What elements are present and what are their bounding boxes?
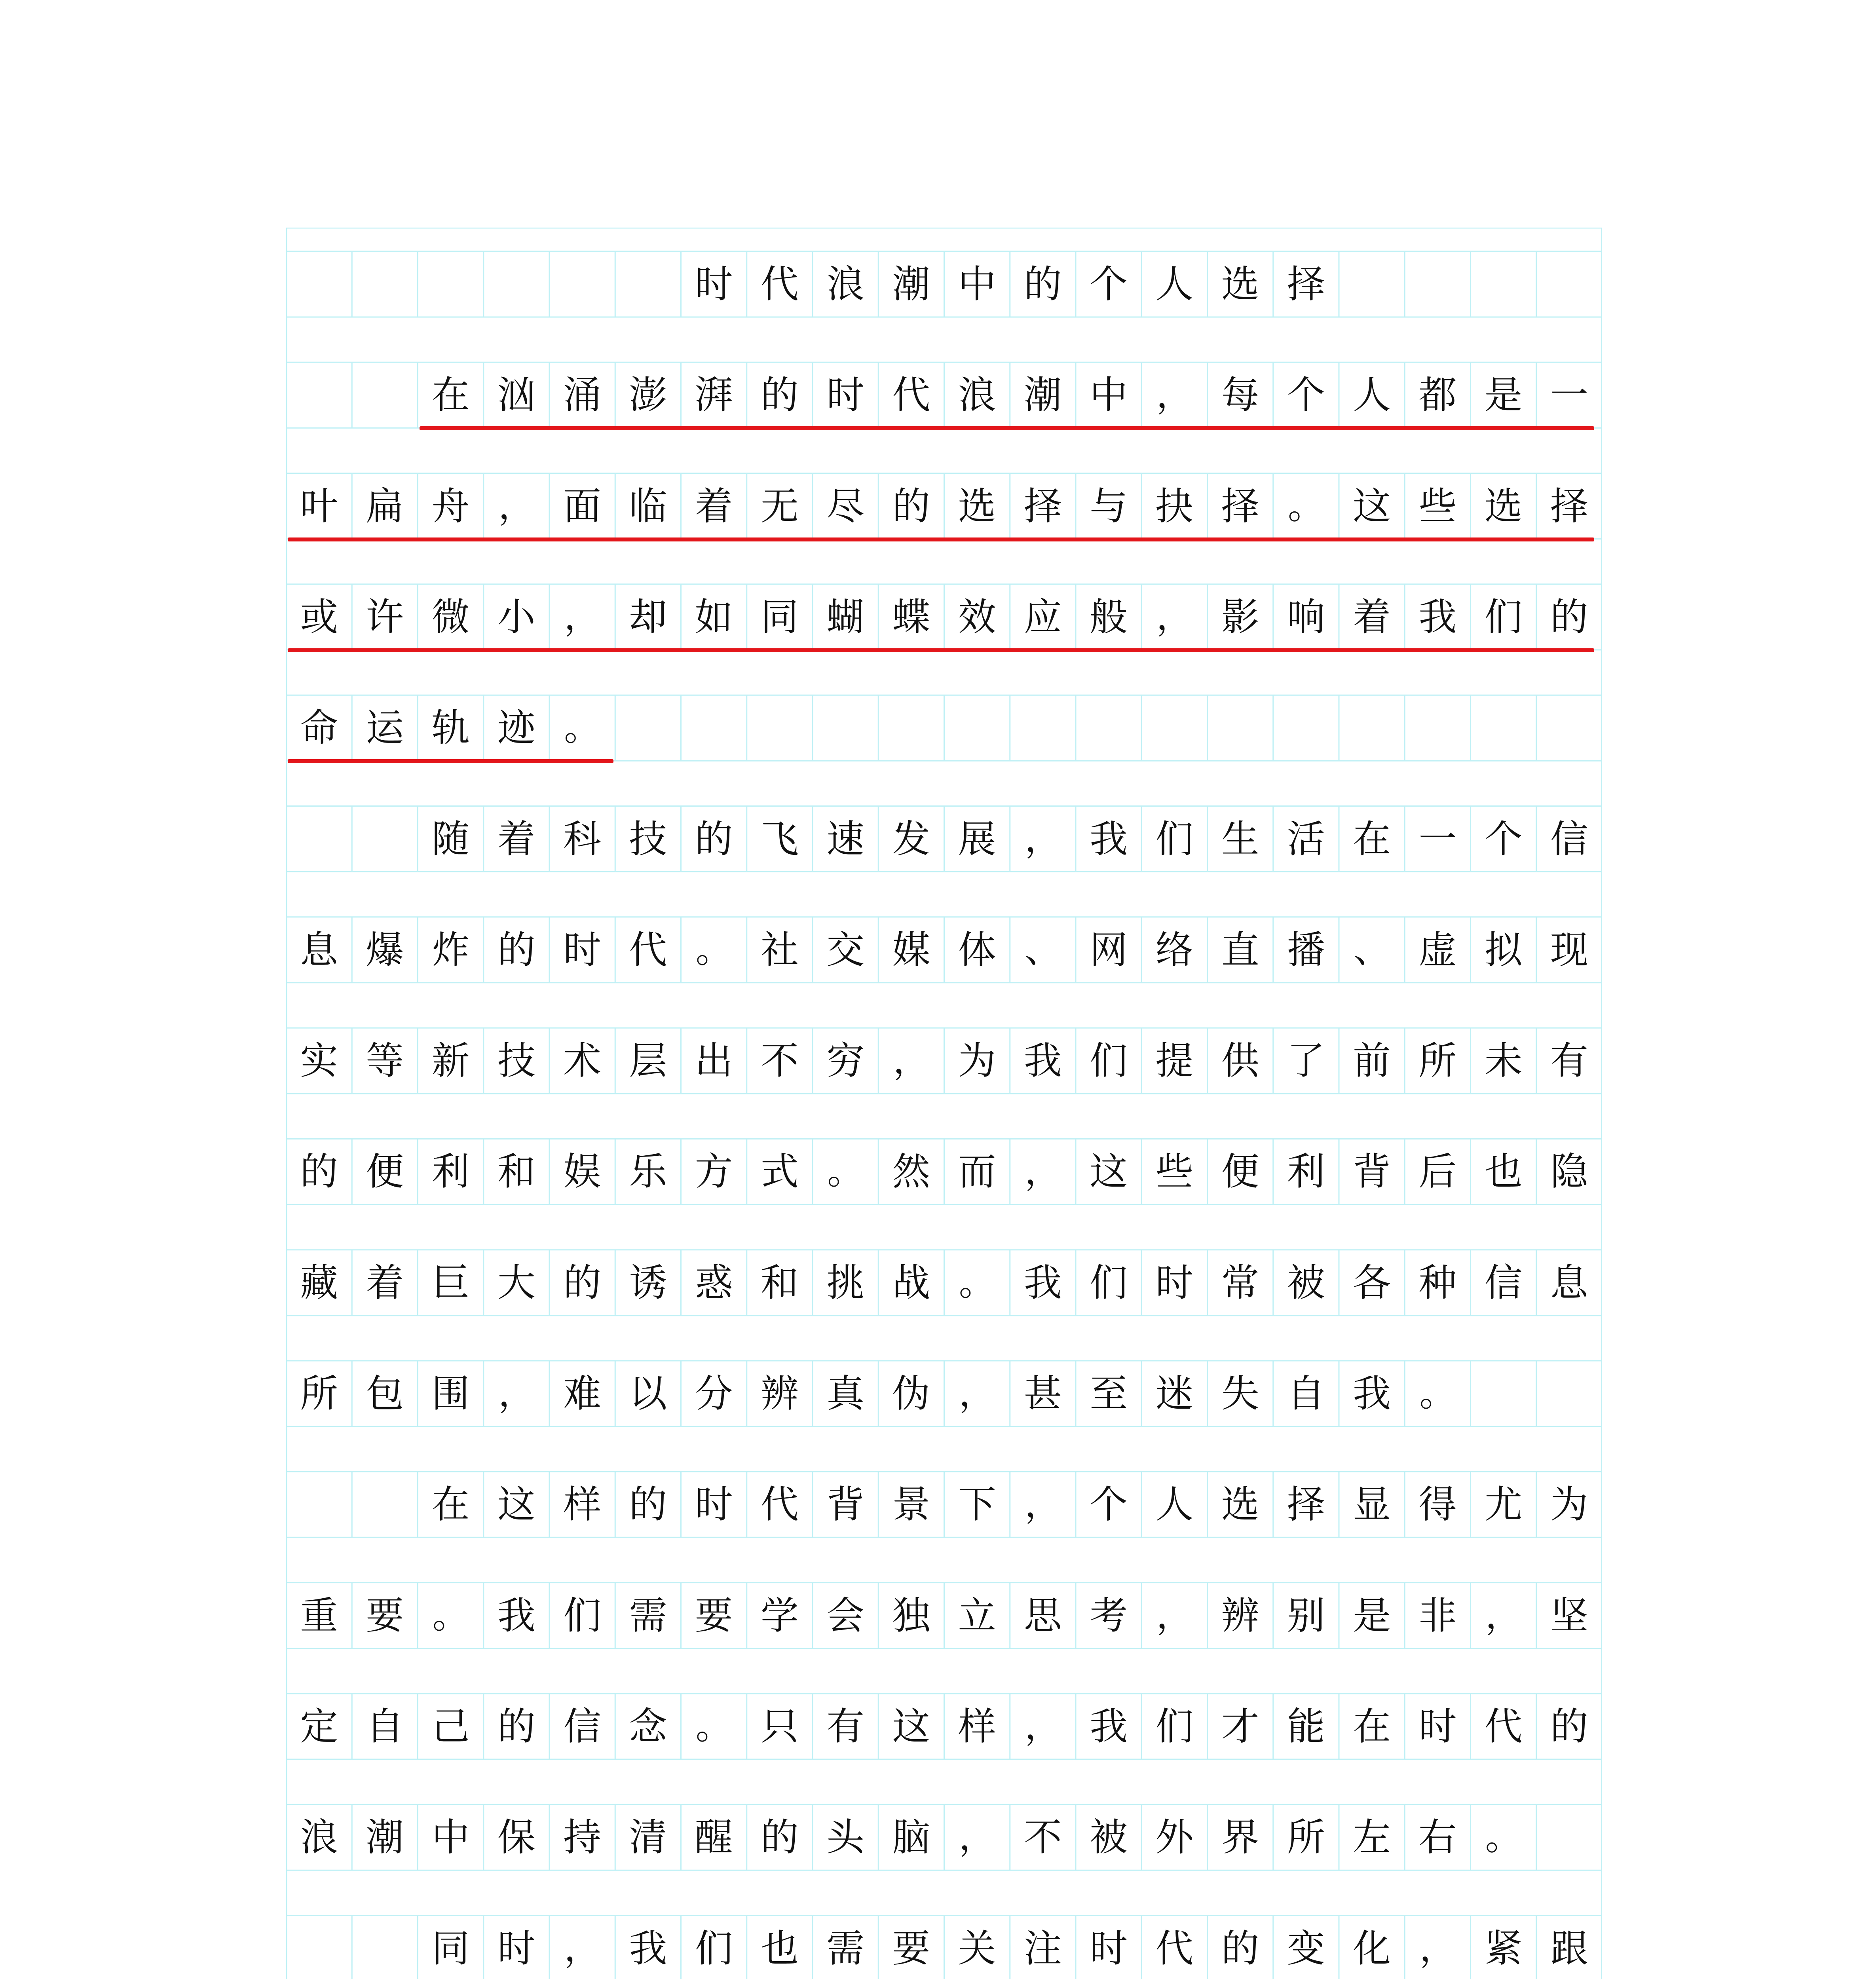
title-char: 时 (695, 262, 733, 306)
paragraph-1-char: 选 (958, 484, 996, 528)
paragraph-3-char: 代 (760, 1482, 799, 1527)
paragraph-2-char: 们 (1090, 1039, 1128, 1083)
paragraph-3-char: 被 (1090, 1815, 1128, 1860)
paragraph-2-char: 隐 (1550, 1149, 1588, 1194)
paragraph-2-char: 便 (366, 1149, 404, 1194)
paragraph-1-char: 着 (1353, 594, 1391, 639)
paragraph-3-char: 自 (366, 1704, 404, 1749)
paragraph-4-char: 我 (629, 1926, 667, 1971)
paragraph-1-char: 中 (1090, 373, 1128, 418)
paragraph-3-char: 时 (1418, 1704, 1457, 1749)
paragraph-3-char: 潮 (366, 1815, 404, 1860)
paragraph-2-char: 然 (892, 1149, 930, 1194)
paragraph-2-char: ， (1024, 817, 1061, 860)
paragraph-2-char: 伪 (892, 1371, 930, 1416)
paragraph-1-char: 澎 (629, 373, 667, 418)
paragraph-2-char: 展 (958, 817, 996, 861)
paragraph-3-char: 醒 (695, 1815, 733, 1860)
paragraph-1-char: 影 (1221, 594, 1259, 639)
paragraph-2-char: 播 (1287, 927, 1325, 972)
paragraph-3-char: 重 (300, 1593, 338, 1638)
paragraph-3-char: 们 (563, 1593, 602, 1638)
paragraph-2-char: 着 (366, 1260, 404, 1305)
paragraph-2-char: 拟 (1484, 927, 1523, 972)
paragraph-2-char: 。 (827, 1150, 864, 1193)
paragraph-2-char: 生 (1221, 817, 1259, 861)
paragraph-3-char: 左 (1353, 1815, 1391, 1860)
paragraph-2-char: 迷 (1155, 1371, 1194, 1416)
paragraph-1-char: 运 (366, 706, 404, 750)
paragraph-1-char: 的 (1550, 594, 1588, 639)
paragraph-3-char: ， (1156, 1594, 1193, 1637)
paragraph-3-char: 中 (431, 1815, 470, 1860)
paragraph-1-char: 湃 (695, 373, 733, 418)
paragraph-2-char: 诱 (629, 1260, 667, 1305)
paragraph-4-char: 需 (826, 1926, 865, 1971)
paragraph-4-char: 关 (958, 1926, 996, 1971)
paragraph-1-char: 迹 (497, 706, 535, 750)
paragraph-2-char: 乐 (629, 1149, 667, 1194)
paragraph-2-char: 了 (1287, 1039, 1325, 1083)
paragraph-2-char: 战 (892, 1260, 930, 1305)
paragraph-2-char: 代 (629, 927, 667, 972)
paragraph-2-char: 围 (431, 1371, 470, 1416)
paragraph-2-char: 大 (497, 1260, 535, 1305)
paragraph-2-char: 信 (1484, 1260, 1523, 1305)
paragraph-2-char: 前 (1353, 1039, 1391, 1083)
paragraph-2-char: 的 (695, 817, 733, 861)
paragraph-2-char: ， (1024, 1150, 1061, 1193)
paragraph-2-char: 我 (1023, 1260, 1062, 1305)
paragraph-2-char: 自 (1287, 1371, 1325, 1416)
paragraph-2-char: 的 (563, 1260, 602, 1305)
paragraph-3-char: 尤 (1484, 1482, 1523, 1527)
paragraph-1-char: 是 (1484, 373, 1523, 418)
paragraph-1-char: 些 (1418, 484, 1457, 528)
title-char: 个 (1090, 262, 1128, 306)
paragraph-3-char: 持 (563, 1815, 602, 1860)
paragraph-4-char: 们 (695, 1926, 733, 1971)
paragraph-1-char: 同 (760, 594, 799, 639)
paragraph-3-char: 我 (497, 1593, 535, 1638)
paragraph-3-char: 考 (1090, 1593, 1128, 1638)
title-char: 择 (1287, 262, 1325, 306)
paragraph-1-char: 这 (1353, 484, 1391, 528)
paragraph-2-char: 炸 (431, 927, 470, 972)
paragraph-3-char: 个 (1090, 1482, 1128, 1527)
paragraph-1-char: 无 (760, 484, 799, 528)
paragraph-3-char: 下 (958, 1482, 996, 1527)
paragraph-1-char: 应 (1023, 594, 1062, 639)
paragraph-2-char: 等 (366, 1039, 404, 1083)
paragraph-1-char: 与 (1090, 484, 1128, 528)
paragraph-3-char: 样 (563, 1482, 602, 1527)
paragraph-2-char: 和 (497, 1149, 535, 1194)
paragraph-1-char: 叶 (300, 484, 338, 528)
paragraph-2-char: 被 (1287, 1260, 1325, 1305)
paragraph-3-char: 浪 (300, 1815, 338, 1860)
paragraph-2-char: 包 (366, 1371, 404, 1416)
paragraph-2-char: 失 (1221, 1371, 1259, 1416)
paragraph-3-char: 们 (1155, 1704, 1194, 1749)
paragraph-2-char: 层 (629, 1039, 667, 1083)
paragraph-1-char: 面 (563, 484, 602, 528)
paragraph-2-char: 方 (695, 1149, 733, 1194)
paragraph-2-char: 、 (1354, 928, 1390, 971)
paragraph-2-char: 所 (300, 1371, 338, 1416)
paragraph-3-char: 所 (1287, 1815, 1325, 1860)
paragraph-4-char: 注 (1023, 1926, 1062, 1971)
paragraph-4-char: 化 (1353, 1926, 1391, 1971)
paragraph-2-char: 一 (1418, 817, 1457, 861)
paragraph-4-char: 跟 (1550, 1926, 1588, 1971)
paragraph-4-char: 紧 (1484, 1926, 1523, 1971)
paragraph-2-char: 络 (1155, 927, 1194, 972)
paragraph-2-char: 些 (1155, 1149, 1194, 1194)
paragraph-2-char: 时 (563, 927, 602, 972)
paragraph-2-char: 穷 (826, 1039, 865, 1083)
paragraph-2-char: 至 (1090, 1371, 1128, 1416)
paragraph-2-char: 实 (300, 1039, 338, 1083)
paragraph-2-char: 发 (892, 817, 930, 861)
paragraph-3-char: 得 (1418, 1482, 1457, 1527)
paragraph-2-char: 挑 (826, 1260, 865, 1305)
paragraph-2-char: 。 (1419, 1372, 1456, 1415)
paragraph-1-char: 涌 (563, 373, 602, 418)
paragraph-2-char: 。 (959, 1261, 995, 1304)
paragraph-1-char: 代 (892, 373, 930, 418)
writing-sheet (286, 228, 1602, 1979)
paragraph-2-char: 常 (1221, 1260, 1259, 1305)
paragraph-1-char: 人 (1353, 373, 1391, 418)
title-char: 的 (1023, 262, 1062, 306)
paragraph-2-char: 活 (1287, 817, 1325, 861)
paragraph-4-char: ， (1419, 1927, 1456, 1970)
paragraph-3-char: ， (959, 1816, 995, 1859)
title-char: 浪 (826, 262, 865, 306)
paragraph-4-char: 的 (1221, 1926, 1259, 1971)
paragraph-3-char: 时 (695, 1482, 733, 1527)
paragraph-2-char: 不 (760, 1039, 799, 1083)
paragraph-3-char: 。 (695, 1705, 732, 1747)
paragraph-1-char: 如 (695, 594, 733, 639)
paragraph-2-char: 爆 (366, 927, 404, 972)
paragraph-3-char: 外 (1155, 1815, 1194, 1860)
paragraph-3-char: 定 (300, 1704, 338, 1749)
paragraph-3-char: 的 (497, 1704, 535, 1749)
paragraph-3-char: 景 (892, 1482, 930, 1527)
paragraph-2-char: 利 (1287, 1149, 1325, 1194)
paragraph-3-char: 独 (892, 1593, 930, 1638)
paragraph-2-char: 为 (958, 1039, 996, 1083)
paragraph-3-char: 信 (563, 1704, 602, 1749)
paragraph-3-char: 选 (1221, 1482, 1259, 1527)
paragraph-2-char: 交 (826, 927, 865, 972)
paragraph-3-char: 要 (695, 1593, 733, 1638)
paragraph-3-char: 清 (629, 1815, 667, 1860)
paragraph-2-char: 各 (1353, 1260, 1391, 1305)
paragraph-2-char: 这 (1090, 1149, 1128, 1194)
paragraph-2-char: 、 (1024, 928, 1061, 971)
paragraph-2-char: 真 (826, 1371, 865, 1416)
paragraph-3-char: 思 (1023, 1593, 1062, 1638)
paragraph-1-char: 择 (1221, 484, 1259, 528)
paragraph-3-char: ， (1024, 1483, 1061, 1526)
paragraph-3-char: 。 (1485, 1816, 1522, 1859)
paragraph-1-char: 般 (1090, 594, 1128, 639)
paragraph-3-char: 头 (826, 1815, 865, 1860)
paragraph-2-char: 新 (431, 1039, 470, 1083)
paragraph-2-char: 体 (958, 927, 996, 972)
paragraph-2-char: 供 (1221, 1039, 1259, 1083)
paragraph-2-char: 技 (629, 817, 667, 861)
paragraph-2-char: 背 (1353, 1149, 1391, 1194)
paragraph-2-char: 速 (826, 817, 865, 861)
paragraph-1-char: 择 (1023, 484, 1062, 528)
paragraph-2-char: 。 (695, 928, 732, 971)
paragraph-1-char: 着 (695, 484, 733, 528)
paragraph-2-char: ， (498, 1372, 535, 1415)
paragraph-2-char: ， (959, 1372, 995, 1415)
paragraph-2-char: 而 (958, 1149, 996, 1194)
paragraph-2-char: 巨 (431, 1260, 470, 1305)
paragraph-2-char: 以 (629, 1371, 667, 1416)
paragraph-3-char: 这 (497, 1482, 535, 1527)
paragraph-3-char: 显 (1353, 1482, 1391, 1527)
paragraph-3-char: 样 (958, 1704, 996, 1749)
paragraph-2-char: 时 (1155, 1260, 1194, 1305)
paragraph-2-char: 息 (1550, 1260, 1588, 1305)
paragraph-2-char: 的 (300, 1149, 338, 1194)
paragraph-2-char: 个 (1484, 817, 1523, 861)
paragraph-1-char: 的 (892, 484, 930, 528)
paragraph-2-char: 和 (760, 1260, 799, 1305)
paragraph-2-char: 信 (1550, 817, 1588, 861)
paragraph-4-char: 代 (1155, 1926, 1194, 1971)
paragraph-2-char: 在 (1353, 817, 1391, 861)
paragraph-3-char: ， (1485, 1594, 1522, 1637)
paragraph-3-char: 能 (1287, 1704, 1325, 1749)
paragraph-1-char: 时 (826, 373, 865, 418)
paragraph-3-char: 在 (1353, 1704, 1391, 1749)
paragraph-2-char: 直 (1221, 927, 1259, 972)
title-char: 中 (958, 262, 996, 306)
paragraph-2-char: 后 (1418, 1149, 1457, 1194)
paragraph-1-char: 个 (1287, 373, 1325, 418)
paragraph-1-char: ， (564, 595, 601, 638)
paragraph-2-char: 我 (1353, 1371, 1391, 1416)
paragraph-2-char: 网 (1090, 927, 1128, 972)
paragraph-1-char: 。 (1287, 484, 1324, 527)
paragraph-3-char: 这 (892, 1704, 930, 1749)
paragraph-2-char: 术 (563, 1039, 602, 1083)
paragraph-3-char: 脑 (892, 1815, 930, 1860)
title-char: 选 (1221, 262, 1259, 306)
paragraph-4-char: 要 (892, 1926, 930, 1971)
paragraph-1-char: 效 (958, 594, 996, 639)
paragraph-1-char: 扁 (366, 484, 404, 528)
paragraph-1-char: 一 (1550, 373, 1588, 418)
paragraph-3-char: 需 (629, 1593, 667, 1638)
paragraph-1-char: 小 (497, 594, 535, 639)
paragraph-1-char: 汹 (497, 373, 535, 418)
paragraph-3-char: 人 (1155, 1482, 1194, 1527)
paragraph-3-char: 会 (826, 1593, 865, 1638)
paragraph-3-char: 才 (1221, 1704, 1259, 1749)
paragraph-2-char: 式 (760, 1149, 799, 1194)
paragraph-1-char: 抉 (1155, 484, 1194, 528)
paragraph-3-char: 在 (431, 1482, 470, 1527)
paragraph-2-char: 娱 (563, 1149, 602, 1194)
paragraph-2-char: 提 (1155, 1039, 1194, 1083)
paragraph-2-char: 现 (1550, 927, 1588, 972)
paragraph-1-char: 们 (1484, 594, 1523, 639)
paragraph-1-char: ， (1156, 374, 1193, 416)
paragraph-3-char: 念 (629, 1704, 667, 1749)
paragraph-2-char: 们 (1090, 1260, 1128, 1305)
paragraph-1-char: 的 (760, 373, 799, 418)
paragraph-3-char: 保 (497, 1815, 535, 1860)
paragraph-3-char: 只 (760, 1704, 799, 1749)
paragraph-4-char: 变 (1287, 1926, 1325, 1971)
paragraph-3-char: 为 (1550, 1482, 1588, 1527)
paragraph-1-char: 或 (300, 594, 338, 639)
paragraph-3-char: 立 (958, 1593, 996, 1638)
paragraph-4-char: 时 (1090, 1926, 1128, 1971)
paragraph-1-char: 命 (300, 706, 338, 750)
paragraph-2-char: 虚 (1418, 927, 1457, 972)
paragraph-1-char: 蝶 (892, 594, 930, 639)
paragraph-2-char: 种 (1418, 1260, 1457, 1305)
paragraph-1-char: ， (498, 484, 535, 527)
paragraph-3-char: 界 (1221, 1815, 1259, 1860)
paragraph-1-char: 潮 (1023, 373, 1062, 418)
paragraph-1-char: 。 (564, 707, 601, 749)
paragraph-4-char: 也 (760, 1926, 799, 1971)
paragraph-2-char: 我 (1023, 1039, 1062, 1083)
paragraph-1-char: 浪 (958, 373, 996, 418)
paragraph-4-char: 时 (497, 1926, 535, 1971)
paragraph-2-char: 分 (695, 1371, 733, 1416)
paragraph-2-char: 们 (1155, 817, 1194, 861)
paragraph-1-char: 择 (1550, 484, 1588, 528)
paragraph-2-char: 也 (1484, 1149, 1523, 1194)
paragraph-3-char: 。 (432, 1594, 469, 1637)
paragraph-1-char: 尽 (826, 484, 865, 528)
paragraph-2-char: 我 (1090, 817, 1128, 861)
paragraph-2-char: 藏 (300, 1260, 338, 1305)
paragraph-3-char: 不 (1023, 1815, 1062, 1860)
paragraph-3-char: 非 (1418, 1593, 1457, 1638)
paragraph-2-char: 便 (1221, 1149, 1259, 1194)
paragraph-2-char: 飞 (760, 817, 799, 861)
paragraph-2-char: 的 (497, 927, 535, 972)
paragraph-3-char: 要 (366, 1593, 404, 1638)
paragraph-2-char: 所 (1418, 1039, 1457, 1083)
paragraph-1-char: 我 (1418, 594, 1457, 639)
paragraph-3-char: 的 (1550, 1704, 1588, 1749)
paragraph-3-char: 的 (629, 1482, 667, 1527)
paragraph-2-char: ， (893, 1039, 930, 1082)
paragraph-2-char: 出 (695, 1039, 733, 1083)
paragraph-1-char: 响 (1287, 594, 1325, 639)
paragraph-2-char: 利 (431, 1149, 470, 1194)
paragraph-3-char: 学 (760, 1593, 799, 1638)
paragraph-2-char: 着 (497, 817, 535, 861)
paragraph-3-char: 背 (826, 1482, 865, 1527)
paragraph-1-char: 蝴 (826, 594, 865, 639)
paragraph-3-char: 有 (826, 1704, 865, 1749)
paragraph-3-char: 是 (1353, 1593, 1391, 1638)
paragraph-1-char: 轨 (431, 706, 470, 750)
paragraph-4-char: ， (564, 1927, 601, 1970)
paragraph-2-char: 有 (1550, 1039, 1588, 1083)
paragraph-2-char: 甚 (1023, 1371, 1062, 1416)
paragraph-3-char: 己 (431, 1704, 470, 1749)
paragraph-2-char: 息 (300, 927, 338, 972)
paragraph-3-char: 的 (760, 1815, 799, 1860)
paragraph-2-char: 难 (563, 1371, 602, 1416)
paragraph-1-char: 却 (629, 594, 667, 639)
paragraph-1-char: 都 (1418, 373, 1457, 418)
paragraph-2-char: 科 (563, 817, 602, 861)
paragraph-2-char: 辨 (760, 1371, 799, 1416)
paragraph-4-char: 同 (431, 1926, 470, 1971)
paragraph-1-char: 舟 (431, 484, 470, 528)
paragraph-2-char: 未 (1484, 1039, 1523, 1083)
paragraph-3-char: 择 (1287, 1482, 1325, 1527)
title-char: 潮 (892, 262, 930, 306)
paragraph-1-char: ， (1156, 595, 1193, 638)
paragraph-2-char: 惑 (695, 1260, 733, 1305)
paragraph-3-char: 辨 (1221, 1593, 1259, 1638)
essay-body (286, 228, 1602, 1979)
paragraph-2-char: 社 (760, 927, 799, 972)
paragraph-1-char: 在 (431, 373, 470, 418)
paragraph-3-char: ， (1024, 1705, 1061, 1747)
title-char: 人 (1155, 262, 1194, 306)
paragraph-1-char: 微 (431, 594, 470, 639)
paragraph-2-char: 技 (497, 1039, 535, 1083)
paragraph-1-char: 每 (1221, 373, 1259, 418)
paragraph-2-char: 随 (431, 817, 470, 861)
paragraph-1-char: 许 (366, 594, 404, 639)
title-char: 代 (760, 262, 799, 306)
paragraph-1-char: 选 (1484, 484, 1523, 528)
paragraph-3-char: 别 (1287, 1593, 1325, 1638)
paragraph-2-char: 媒 (892, 927, 930, 972)
paragraph-3-char: 我 (1090, 1704, 1128, 1749)
paragraph-3-char: 坚 (1550, 1593, 1588, 1638)
paragraph-3-char: 代 (1484, 1704, 1523, 1749)
paragraph-3-char: 右 (1418, 1815, 1457, 1860)
paragraph-1-char: 临 (629, 484, 667, 528)
